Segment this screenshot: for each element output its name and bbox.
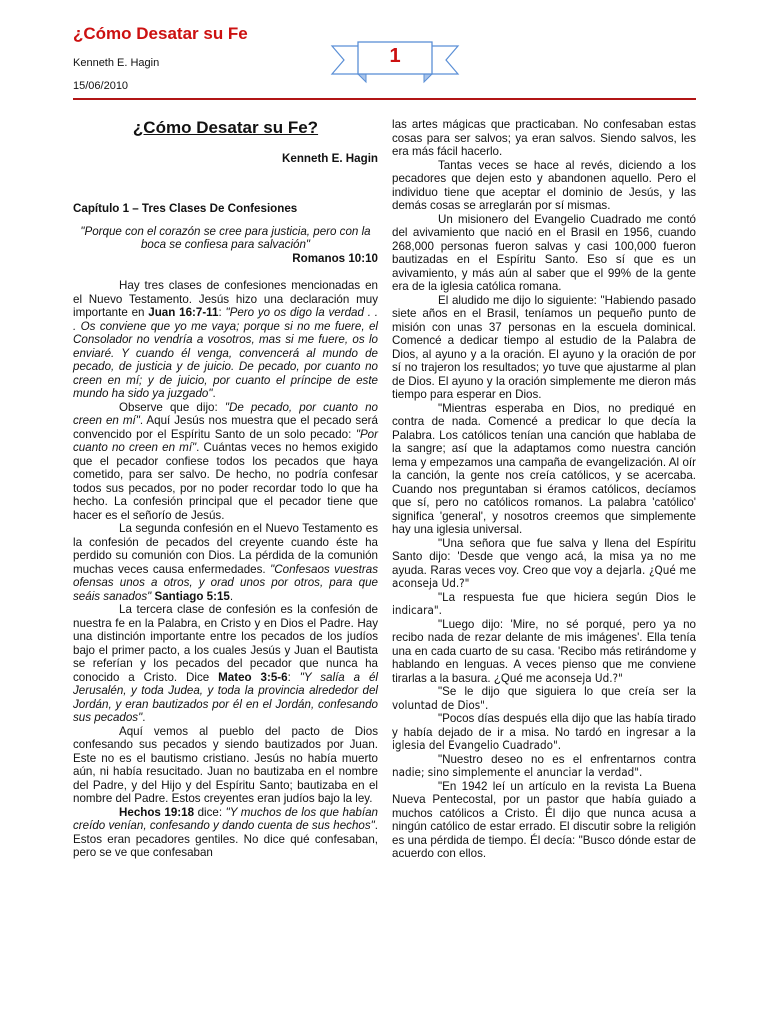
scripture-reference: Juan 16:7-11 (148, 306, 219, 319)
paragraph-text: : (287, 670, 300, 684)
body-paragraph (392, 213, 696, 294)
paragraph-text: . (229, 589, 234, 603)
ribbon-right-fold (424, 74, 432, 82)
body-paragraph (392, 294, 696, 402)
scripture-quote: "Por cuanto no creen en mí" (73, 427, 378, 454)
paragraph-text: La segunda confesión en el Nuevo Testamento es la confesión de pecados del creyente cuando éste ha perdido su comunión con Dios. La pérdida de la comunión muchas veces causa enfermedades. (73, 522, 378, 576)
body-paragraph (392, 712, 696, 753)
header-title: ¿Cómo Desatar su Fe (73, 24, 248, 43)
paragraph-text: dice: (194, 805, 226, 819)
body-paragraph (73, 725, 378, 806)
scripture-quote: "Y muchos de los que habían creído venían, confesando y dando cuenta de sus hechos" (73, 805, 378, 832)
paragraph-text: indicara". (392, 603, 442, 617)
paragraph-text: . Cuántas veces no hemos exigido que el pecador confiese todos los pecados que haya cometido, para ser salvo. De hecho, no podría confesar todos sus pecados, por no poder recordar todo lo que ha hecho. La confesión principal que el pecador tiene que hacer es el señorío de Jesús. (73, 441, 379, 522)
scripture-quote: "Pero yo os digo la verdad . . . Os conviene que yo me vaya; porque si no me fuere, el Consolador no vendría a vosotros, mas si me fuere, os lo enviaré. Y cuando él venga, convencerá al mundo de pecado, de justicia y de juicio. De pecado, por cuanto no creen en mí; y de juicio, por cuanto el príncipe de este mundo ha sido ya juzgado" (73, 306, 378, 400)
scripture-reference: Hechos 19:18 (119, 805, 195, 819)
ribbon-left-fold (358, 74, 366, 82)
body-paragraph (73, 401, 378, 523)
paragraph-text: aconseja Ud.?" (545, 670, 623, 685)
paragraph-text: . (142, 711, 146, 724)
body-paragraph (392, 618, 696, 686)
paragraph-text: . Estos eran pecadores gentiles. No dice qué confesaban, pero se ve que confesaban (73, 819, 378, 859)
document-title: ¿Cómo Desatar su Fe? (132, 118, 319, 137)
body-paragraph (73, 603, 378, 725)
body-paragraph (392, 159, 696, 213)
paragraph-text: El aludido me dijo lo siguiente: "Habiendo pasado siete años en el Brasil, teníamos un pequeño punto de misión con unas 37 personas en la escuela dominical. Comencé a dedicar tiempo al estudio de la Palabra de Dios, al ayuno y a la oración. El ayuno y la oración de por sí no trajeron los resultados; yo tuve que ajustarme al plan de Dios. El ayuno y la oración simplemente me dieron más tiempo para esperar en Dios. (392, 293, 696, 401)
body-paragraph (392, 753, 696, 780)
paragraph-text: . (212, 387, 216, 400)
page-number-badge (330, 40, 460, 84)
paragraph-text: "Una señora que fue salva y llena del Espíritu Santo dijo: 'Desde que vengo acá, la misa ya no me ayuda. Raras veces voy. Creo que voy a (392, 536, 696, 577)
paragraph-text: "La respuesta fue que hiciera según Dios le (438, 590, 696, 604)
paragraph-text: Un misionero del Evangelio Cuadrado me contó del avivamiento que nació en el Brasil en 1956, cuando 268,000 personas fueron salvas y casi 100,000 fueron bautizadas en el Espíritu Santo. Eso sí que es un avivamiento, y más aún al saber que el 99% de la gente era de la iglesia católica romana. (392, 212, 696, 293)
epigraph-reference: Romanos 10:10 (292, 251, 378, 265)
paragraph-text: "Nuestro deseo no es el enfrentarnos contra (438, 752, 696, 766)
paragraph-text: ingresar a la iglesia del Evangelio Cuadrado". (392, 724, 696, 752)
scripture-reference: Santiago 5:15 (154, 589, 230, 603)
paragraph-text: Hay tres clases de confesiones mencionadas en el Nuevo Testamento. Jesús hizo una declaración muy importante en (73, 279, 378, 319)
header-author: Kenneth E. Hagin (73, 57, 160, 69)
paragraph-text: "Pocos días después ella dijo que las había tirado y había dejado de ir a misa. No tardó en (392, 712, 696, 739)
paragraph-text: las artes mágicas que practicaban. No confesaban estas cosas para ser salvos; ya eran salvos. Siendo salvos, les era más fácil hacerlo. (392, 118, 696, 158)
chapter-heading: Capítulo 1 – Tres Clases De Confesiones (73, 202, 298, 215)
epigraph-quote: "Porque con el corazón se cree para justicia, pero con la boca se confiesa para salvación" (80, 224, 371, 251)
paragraph-text: Observe que dijo: (119, 400, 225, 414)
paragraph-text: "Mientras esperaba en Dios, no prediqué en contra de nada. Comencé a predicar lo que decía la Palabra. Los católicos tenían una canción que hablaba de la sangre; así que la adaptamos como nuestra canción lema y empezamos una campaña de evangelización. Al oír la canción, la gente nos creía católicos, y se acercaba. Cuando nos preguntaban si éramos católicos, decíamos que sí, pero no católicos romanos. La palabra 'católico' significa 'general', y nosotros creemos que simplemente hay una iglesia universal. (392, 401, 696, 536)
paragraph-text: : (218, 306, 226, 319)
page-number: 1 (389, 45, 401, 67)
body-paragraph (73, 806, 378, 860)
body-paragraph (392, 537, 696, 591)
body-paragraph (392, 780, 696, 861)
paragraph-text: Aquí vemos al pueblo del pacto de Dios confesando sus pecados y siendo bautizados por Juan. Este no es el bautismo cristiano. Jesús no había muerto aún, ni había resucitado. Juan no bautizaba en el nombre del Padre, y del Hijo y del Espíritu Santo; bautizaba en el nombre del Padre. Estos creyentes eran judíos bajo la ley. (73, 724, 378, 805)
paragraph-text: Tantas veces se hace al revés, diciendo a los pecadores que dejen esto y abandonen aquello. Pero el individuo tiene que aceptar el dominio de Jesús, y las demás cosas se arreglarán por sí mismas. (392, 158, 696, 212)
paragraph-text: dejarla. ¿Qué me aconseja Ud.?" (392, 562, 697, 590)
paragraph-text: voluntad de Dios". (392, 697, 489, 712)
paragraph-text: La tercera clase de confesión es la confesión de nuestra fe en la Palabra, en Cristo y en Dios el Padre. Hay una distinción importante entre los pecados de los judíos bajo el primer pacto, a los cuales Jesús y Juan el Bautista se referían y los pecados del pecador que nunca ha conocido a Cristo. Dice (73, 603, 378, 684)
right-column (392, 118, 696, 861)
left-column (73, 116, 378, 860)
body-paragraph (392, 402, 696, 537)
body-paragraph (392, 685, 696, 712)
header-divider (73, 98, 696, 100)
scripture-quote: "Y salía a él Jerusalén, y toda Judea, y toda la provincia alrededor del Jordán, y eran bautizados por él en el Jordán, confesando sus pecados" (73, 670, 378, 724)
body-paragraph (73, 522, 378, 603)
scripture-quote: "De pecado, por cuanto no creen en mí" (73, 400, 379, 427)
document-author: Kenneth E. Hagin (282, 151, 378, 165)
paragraph-text: "Luego dijo: 'Mire, no sé porqué, pero ya no recibo nada de rezar delante de mis imágenes'. Ella tenía una en cada cuarto de su casa. 'Recibo más retirándome y hablando en lenguas. A veces pienso que me conviene tirarlas a la basura. ¿Qué me (392, 617, 696, 685)
header-date: 15/06/2010 (73, 80, 129, 92)
paragraph-text: "En 1942 leí un artículo en la revista La Buena Nueva Pentecostal, por un pastor que había guiado a muchos católicos a Cristo. Él dijo que nunca acusa a ningún católico de estar errado. El discutir sobre la religión es una pérdida de tiempo. Él decía: "Busco dónde estar de acuerdo con ellos. (392, 779, 696, 860)
body-paragraph (392, 118, 696, 159)
paragraph-text: nadie; sino simplemente el anunciar la verdad". (392, 765, 643, 779)
body-paragraph (392, 591, 696, 618)
body-paragraph (73, 279, 378, 401)
scripture-quote: "Confesaos vuestras ofensas unos a otros, y orad unos por otros, para que seáis sanados" (73, 562, 378, 603)
scripture-reference: Mateo 3:5-6 (218, 670, 288, 684)
right-body (392, 118, 696, 861)
left-body (73, 279, 378, 860)
paragraph-text: . Aquí Jesús nos muestra que el pecado será convencido por el Espíritu Santo de un solo pecado: (73, 414, 378, 441)
paragraph-text: "Se le dijo que siguiera lo que creía ser la (438, 685, 696, 698)
